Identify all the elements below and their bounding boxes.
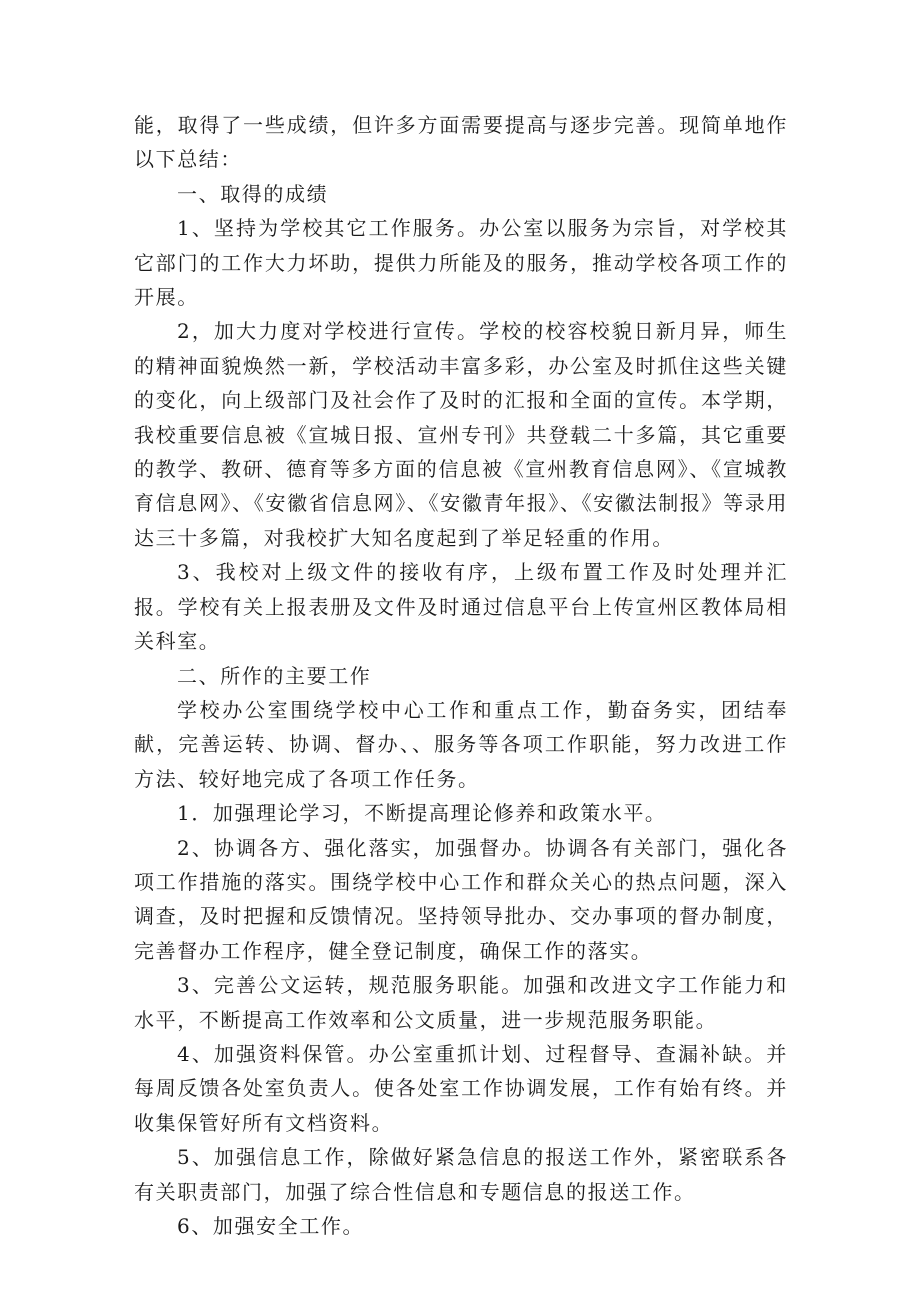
paragraph-achievement-3: 3、我校对上级文件的接收有序，上级布置工作及时处理并汇报。学校有关上报表册及文件及时通过信息平台上传宣州区教体局相关科室。 bbox=[134, 560, 788, 654]
paragraph-work-4: 4、加强资料保管。办公室重抓计划、过程督导、查漏补缺。并每周反馈各处室负责人。使各处室工作协调发展，工作有始有终。并收集保管好所有文档资料。 bbox=[134, 1041, 788, 1135]
paragraph-intro-continuation: 能，取得了一些成绩，但许多方面需要提高与逐步完善。现简单地作以下总结： bbox=[134, 113, 788, 172]
document-page bbox=[134, 108, 788, 1243]
paragraph-work-1: 1．加强理论学习，不断提高理论修养和政策水平。 bbox=[177, 801, 667, 826]
paragraph-work-6: 6、加强安全工作。 bbox=[177, 1214, 365, 1238]
paragraph-work-2: 2、协调各方、强化落实，加强督办。协调各有关部门，强化各项工作措施的落实。围绕学校中心工作和群众关心的热点问题，深入调查，及时把握和反馈情况。坚持领导批办、交办事项的督办制度，完善督办工作程序，健全登记制度，确保工作的落实。 bbox=[134, 835, 788, 963]
paragraph-achievement-1: 1、坚持为学校其它工作服务。办公室以服务为宗旨，对学校其它部门的工作大力坏助，提供力所能及的服务，推动学校各项工作的开展。 bbox=[134, 216, 788, 310]
heading-main-work: 二、所作的主要工作 bbox=[177, 663, 372, 688]
heading-achievements: 一、取得的成绩 bbox=[177, 181, 329, 206]
paragraph-work-5: 5、加强信息工作，除做好紧急信息的报送工作外，紧密联系各有关职责部门，加强了综合性信息和专题信息的报送工作。 bbox=[134, 1145, 788, 1204]
paragraph-main-work-intro: 学校办公室围绕学校中心工作和重点工作，勤奋务实，团结奉献，完善运转、协调、督办、、服务等各项工作职能，努力改进工作方法、较好地完成了各项工作任务。 bbox=[134, 697, 788, 791]
paragraph-achievement-2: 2，加大力度对学校进行宣传。学校的校容校貌日新月异，师生的精神面貌焕然一新，学校活动丰富多彩，办公室及时抓住这些关键的变化，向上级部门及社会作了及时的汇报和全面的宣传。本学期，我校重要信息被《宣城日报、宣州专刊》共登载二十多篇，其它重要的教学、教研、德育等多方面的信息被《宣州教育信息网》、《宣城教育信息网》、《安徽省信息网》、《安徽青年报》、《安徽法制报》等录用达三十多篇，对我校扩大知名度起到了举足轻重的作用。 bbox=[134, 319, 788, 550]
paragraph-work-3: 3、完善公文运转，规范服务职能。加强和改进文字工作能力和水平，不断提高工作效率和公文质量，进一步规范服务职能。 bbox=[134, 973, 788, 1032]
